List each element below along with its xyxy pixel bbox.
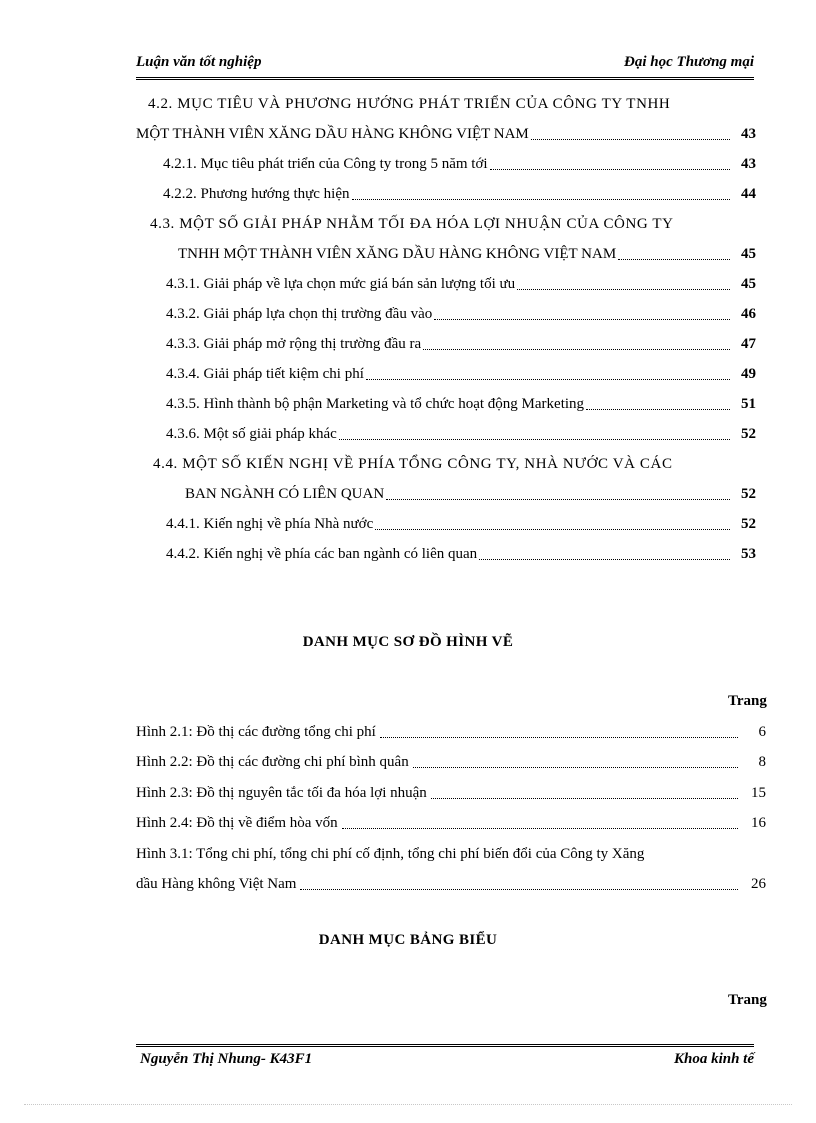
toc-4-3-3	[166, 333, 756, 355]
toc-entry-text: 4.2.1. Mục tiêu phát triển của Công ty trong 5 năm tới	[163, 156, 488, 172]
figures-heading: DANH MỤC SƠ ĐỒ HÌNH VẼ	[302, 634, 514, 650]
toc-page-number: 52	[741, 486, 756, 502]
header-thesis-label: Luận văn tốt nghiệp	[136, 54, 262, 70]
dot-leader	[431, 798, 738, 799]
toc-4-2	[136, 123, 756, 145]
dot-leader	[586, 409, 730, 410]
figure-entry-text: Hình 2.1: Đồ thị các đường tổng chi phí	[136, 724, 376, 740]
dot-leader	[386, 499, 730, 500]
dot-leader	[531, 139, 730, 140]
toc-page-number: 45	[741, 246, 756, 262]
figure-entry-text: Hình 2.3: Đồ thị nguyên tắc tối đa hóa lợi nhuận	[136, 785, 427, 801]
page-footer	[136, 1044, 754, 1074]
toc-page-number: 49	[741, 366, 756, 382]
toc-page-number: 52	[741, 516, 756, 532]
dot-leader	[479, 559, 730, 560]
figure-entry-text: Hình 2.2: Đồ thị các đường chi phí bình quân	[136, 754, 409, 770]
figure-page-number: 16	[751, 815, 766, 831]
toc-4-3-2	[166, 303, 756, 325]
toc-page-number: 43	[741, 156, 756, 172]
tables-page-column-label: Trang	[728, 992, 767, 1008]
toc-4-4	[185, 483, 756, 505]
toc-4-2-line1: 4.2. MỤC TIÊU VÀ PHƯƠNG HƯỚNG PHÁT TRIỂN CỦA CÔNG TY TNHH	[148, 96, 671, 112]
toc-4-2-2	[163, 183, 756, 205]
figure-entry	[136, 873, 766, 895]
dot-leader	[618, 259, 730, 260]
toc-4-4-line1: 4.4. MỘT SỐ KIẾN NGHỊ VỀ PHÍA TỔNG CÔNG TY, NHÀ NƯỚC VÀ CÁC	[153, 456, 673, 472]
dot-leader	[434, 319, 730, 320]
footer-faculty: Khoa kinh tế	[673, 1051, 754, 1067]
toc-4-3-line2: TNHH MỘT THÀNH VIÊN XĂNG DẦU HÀNG KHÔNG VIỆT NAM	[178, 246, 617, 262]
dot-leader	[352, 199, 731, 200]
toc-page-number: 46	[741, 306, 756, 322]
figure-3-1-line1: Hình 3.1: Tổng chi phí, tổng chi phí cố định, tổng chi phí biến đổi của Công ty Xăng	[136, 846, 645, 862]
toc-page-number: 51	[741, 396, 756, 412]
toc-entry-text: 4.3.3. Giải pháp mở rộng thị trường đầu ra	[166, 336, 422, 352]
figure-entry	[136, 782, 766, 804]
figures-page-column-label: Trang	[728, 693, 767, 709]
tables-heading: DANH MỤC BẢNG BIỂU	[318, 932, 498, 948]
dot-leader	[342, 828, 738, 829]
dot-leader	[380, 737, 738, 738]
dot-leader	[490, 169, 730, 170]
toc-4-2-line2: MỘT THÀNH VIÊN XĂNG DẦU HÀNG KHÔNG VIỆT NAM	[136, 126, 529, 142]
toc-4-3-6	[166, 423, 756, 445]
dot-leader	[423, 349, 730, 350]
dot-leader	[413, 767, 738, 768]
toc-page-number: 53	[741, 546, 756, 562]
toc-entry-text: 4.4.1. Kiến nghị về phía Nhà nước	[166, 516, 374, 532]
figure-entry	[136, 721, 766, 743]
toc-entry-text: 4.2.2. Phương hướng thực hiện	[163, 186, 350, 202]
figure-page-number: 26	[751, 876, 766, 892]
figure-3-1-line2: dầu Hàng không Việt Nam	[136, 876, 297, 892]
page-edge-divider	[24, 1104, 792, 1105]
page-header	[136, 48, 754, 80]
dot-leader	[366, 379, 730, 380]
toc-4-2-1	[163, 153, 756, 175]
figure-page-number: 6	[758, 724, 766, 740]
toc-4-3-4	[166, 363, 756, 385]
figure-entry	[136, 812, 766, 834]
toc-page-number: 52	[741, 426, 756, 442]
footer-author: Nguyễn Thị Nhung- K43F1	[140, 1051, 313, 1067]
toc-entry-text: 4.3.6. Một số giải pháp khác	[166, 426, 337, 442]
dot-leader	[300, 889, 738, 890]
toc-4-3-5	[166, 393, 756, 415]
figure-entry-text: Hình 2.4: Đồ thị về điểm hòa vốn	[136, 815, 338, 831]
toc-entry-text: 4.3.5. Hình thành bộ phận Marketing và tổ chức hoạt động Marketing	[166, 396, 585, 412]
toc-4-4-line2: BAN NGÀNH CÓ LIÊN QUAN	[185, 486, 385, 502]
dot-leader	[375, 529, 730, 530]
figure-page-number: 15	[751, 785, 766, 801]
toc-page-number: 44	[741, 186, 756, 202]
toc-entry-text: 4.4.2. Kiến nghị về phía các ban ngành có liên quan	[166, 546, 478, 562]
header-university: Đại học Thương mại	[624, 54, 754, 70]
toc-4-3-line1: 4.3. MỘT SỐ GIẢI PHÁP NHẰM TỐI ĐA HÓA LỢI NHUẬN CỦA CÔNG TY	[150, 216, 674, 232]
toc-4-3	[178, 243, 756, 265]
toc-page-number: 43	[741, 126, 756, 142]
toc-page-number: 47	[741, 336, 756, 352]
toc-4-4-2	[166, 543, 756, 565]
toc-4-3-1	[166, 273, 756, 295]
dot-leader	[517, 289, 730, 290]
toc-entry-text: 4.3.2. Giải pháp lựa chọn thị trường đầu vào	[166, 306, 433, 322]
figure-page-number: 8	[758, 754, 766, 770]
toc-4-4-1	[166, 513, 756, 535]
dot-leader	[339, 439, 730, 440]
figure-entry	[136, 751, 766, 773]
toc-entry-text: 4.3.4. Giải pháp tiết kiệm chi phí	[166, 366, 364, 382]
toc-page-number: 45	[741, 276, 756, 292]
toc-entry-text: 4.3.1. Giải pháp về lựa chọn mức giá bán sản lượng tối ưu	[166, 276, 516, 292]
